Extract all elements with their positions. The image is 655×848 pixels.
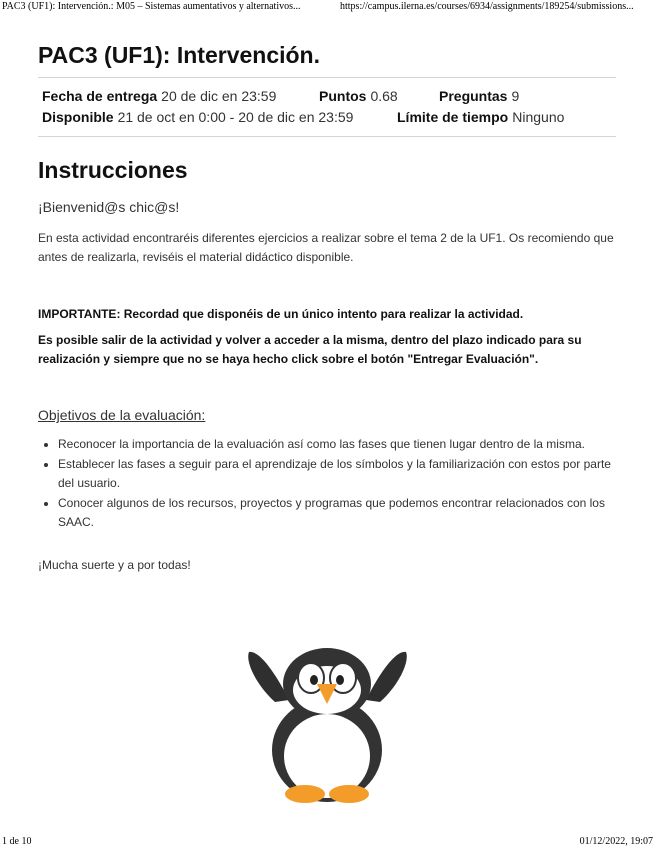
due-date-label: Fecha de entrega	[42, 88, 158, 104]
points	[319, 86, 398, 107]
assignment-details	[38, 78, 616, 136]
right-wing-shape	[366, 652, 407, 702]
due-date-value: 20 de dic en 23:59	[161, 88, 277, 104]
availability-label: Disponible	[42, 109, 114, 125]
important-notice: IMPORTANTE: Recordad que disponéis de un único intento para realizar la actividad.	[38, 307, 524, 321]
list-item: • Reconocer la importancia de la evaluación así como las fases que tienen lugar dentro de la misma.	[58, 435, 616, 454]
instructions-heading: Instrucciones	[38, 157, 188, 183]
print-datetime: 01/12/2022, 19:07	[579, 836, 653, 847]
closing-text: ¡Mucha suerte y a por todas!	[38, 558, 191, 572]
print-header-url: https://campus.ilerna.es/courses/6934/assignments/189254/submissions...	[340, 1, 634, 12]
left-pupil-shape	[310, 675, 318, 685]
details-row-2	[42, 107, 616, 128]
belly-shape	[284, 714, 370, 798]
greeting: ¡Bienvenid@s chic@s!	[38, 199, 180, 215]
objectives-list	[38, 435, 616, 532]
print-header	[0, 1, 655, 13]
left-foot-shape	[285, 785, 325, 803]
access-notice: Es posible salir de la actividad y volver a acceder a la misma, dentro del plazo indicado para su realización y siempre que no se haya hecho click sobre el botón "Entregar Evaluación".	[38, 333, 582, 366]
time-limit	[397, 107, 564, 128]
due-date	[42, 86, 276, 107]
availability	[42, 107, 353, 128]
time-limit-label: Límite de tiempo	[397, 109, 509, 125]
list-item: • Establecer las fases a seguir para el aprendizaje de los símbolos y la familiarización con estos por parte del usuario.	[58, 455, 616, 493]
assignment-content	[38, 40, 616, 572]
right-pupil-shape	[336, 675, 344, 685]
points-value: 0.68	[370, 88, 398, 104]
list-item: • Conocer algunos de los recursos, proyectos y programas que podemos encontrar relacionados con los SAAC.	[58, 494, 616, 532]
page-number: 1 de 10	[2, 836, 32, 847]
details-row-1	[42, 86, 616, 107]
penguin-illustration	[235, 642, 420, 806]
print-header-title: PAC3 (UF1): Intervención.: M05 – Sistemas aumentativos y alternativos...	[2, 1, 301, 12]
availability-value: 21 de oct en 0:00 - 20 de dic en 23:59	[117, 109, 354, 125]
questions	[439, 86, 519, 107]
questions-label: Preguntas	[439, 88, 508, 104]
questions-value: 9	[511, 88, 520, 104]
page-title: PAC3 (UF1): Intervención.	[38, 42, 320, 68]
divider	[38, 136, 616, 137]
points-label: Puntos	[319, 88, 367, 104]
print-footer	[0, 836, 655, 848]
objectives-heading: Objetivos de la evaluación:	[38, 407, 206, 423]
left-wing-shape	[248, 652, 289, 702]
right-foot-shape	[329, 785, 369, 803]
time-limit-value: Ninguno	[512, 109, 565, 125]
intro-paragraph: En esta actividad encontraréis diferentes ejercicios a realizar sobre el tema 2 de la UF1. Os recomiendo que antes de realizarla, reviséis el material didáctico disponible.	[38, 231, 614, 264]
